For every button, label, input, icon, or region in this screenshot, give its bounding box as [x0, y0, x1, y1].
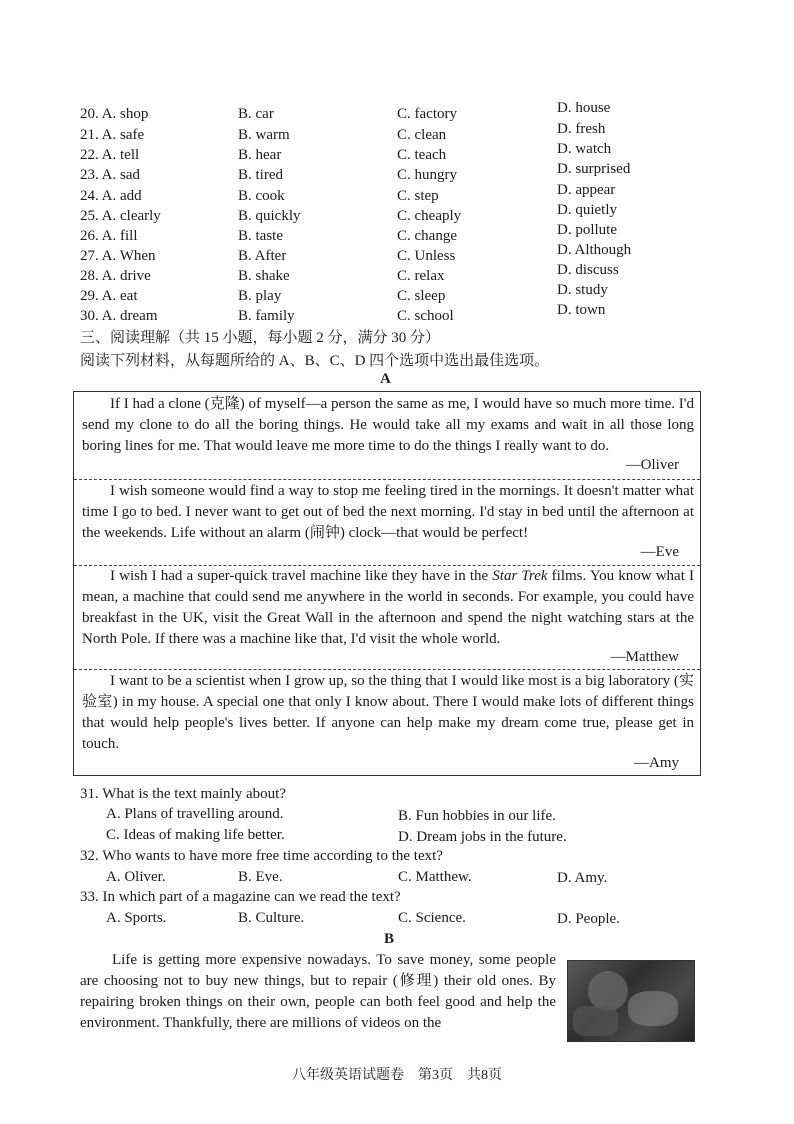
option-b: B. family	[238, 308, 295, 324]
passage-a-label: A	[380, 371, 391, 387]
option-c: C. hungry	[397, 167, 457, 183]
option-c: C. clean	[397, 127, 447, 143]
option-a: 26. A. fill	[80, 228, 138, 244]
option-row	[0, 222, 794, 248]
entry-eve: I wish someone would find a way to stop me feeling tired in the mornings. It doesn't matter what time I go to bed. I never want to get out of bed the next morning. I'd stay in bed until the afternoon at the weekends. Life without an alarm (闹钟) clock—that would be perfect!	[82, 483, 694, 541]
option-row	[0, 161, 794, 187]
option-b: B. hear	[238, 147, 282, 163]
signature-amy: —Amy	[634, 755, 679, 771]
page-footer: 八年级英语试题卷 第3页 共8页	[292, 1068, 502, 1083]
question-33-option: B. Culture.	[238, 910, 305, 926]
option-d: D. quietly	[557, 202, 617, 218]
option-d: D. house	[557, 100, 611, 116]
question-33: 33. In which part of a magazine can we read the text?	[80, 889, 401, 905]
option-b: B. warm	[238, 127, 290, 143]
question-32: 32. Who wants to have more free time according to the text?	[80, 848, 443, 864]
option-d: D. Although	[557, 242, 632, 258]
option-b: B. quickly	[238, 208, 301, 224]
option-c: C. factory	[397, 106, 457, 122]
option-c: C. sleep	[397, 288, 446, 304]
option-c: C. change	[397, 228, 457, 244]
question-32-option: D. Amy.	[557, 870, 608, 886]
option-b: B. After	[238, 248, 287, 264]
option-b: B. play	[238, 288, 282, 304]
entry-amy: I want to be a scientist when I grow up, so the thing that I would like most is a big laboratory (实验室) in my house. A special one that only I know about. There I would make lots of different things that would help people's lives better. If anyone can help make my dream come true, please get in touch.	[82, 673, 694, 752]
signature-eve: —Eve	[640, 544, 679, 560]
photo-shape	[573, 1006, 618, 1036]
option-d: D. fresh	[557, 121, 606, 137]
option-c: C. teach	[397, 147, 447, 163]
question-32-option: C. Matthew.	[398, 869, 472, 885]
option-c: C. cheaply	[397, 208, 462, 224]
option-c: C. step	[397, 188, 439, 204]
option-d: D. study	[557, 282, 608, 298]
divider	[74, 669, 700, 670]
question-31-option: D. Dream jobs in the future.	[398, 829, 567, 845]
option-b: B. cook	[238, 188, 285, 204]
option-a: 29. A. eat	[80, 288, 138, 304]
option-c: C. relax	[397, 268, 445, 284]
photo-shape	[588, 971, 628, 1011]
option-row	[0, 121, 794, 147]
option-b: B. shake	[238, 268, 290, 284]
option-row	[0, 141, 794, 167]
option-d: D. watch	[557, 141, 612, 157]
question-32-option: B. Eve.	[238, 869, 283, 885]
question-31: 31. What is the text mainly about?	[80, 786, 286, 802]
repair-photo	[567, 960, 695, 1042]
option-row	[0, 182, 794, 208]
option-c: C. Unless	[397, 248, 456, 264]
question-32-option: A. Oliver.	[106, 869, 166, 885]
option-a: 28. A. drive	[80, 268, 151, 284]
divider	[74, 479, 700, 480]
passage-b-text: Life is getting more expensive nowadays. To save money, some people are choosing not to buy new things, but to repair (修理) their old ones. By repairing broken things on their own, people can both feel good and help the environment. Thankfully, there are millions of videos on the	[80, 952, 556, 1031]
film-title: Star Trek	[492, 568, 548, 584]
option-c: C. school	[397, 308, 454, 324]
question-31-option: C. Ideas of making life better.	[106, 827, 285, 843]
option-row	[0, 202, 794, 228]
signature-oliver: —Oliver	[625, 457, 679, 473]
entry-matthew-text-after: films. You know what I mean, a machine that could send me anywhere in the world in seconds. For example, you could have breakfast in the UK, visit the Great Wall in the afternoon and spend the night watching stars at the North Pole. If there was a machine like that, I'd visit the whole world.	[82, 568, 694, 647]
option-a: 24. A. add	[80, 188, 142, 204]
question-31-option: A. Plans of travelling around.	[106, 806, 284, 822]
question-33-option: D. People.	[557, 911, 620, 927]
option-row	[0, 242, 794, 268]
option-row	[0, 100, 794, 126]
entry-oliver: If I had a clone (克隆) of myself—a person the same as me, I would have so much more time. I'd send my clone to do all the boring things. He would take all my exams and wait in all those long boring lines for me. That would leave me more time to do the things I really want to do.	[82, 396, 694, 454]
option-a: 23. A. sad	[80, 167, 140, 183]
option-a: 21. A. safe	[80, 127, 145, 143]
signature-matthew: —Matthew	[610, 649, 679, 665]
option-a: 27. A. When	[80, 248, 156, 264]
option-d: D. town	[557, 302, 606, 318]
question-33-option: A. Sports.	[106, 910, 167, 926]
option-a: 22. A. tell	[80, 147, 140, 163]
option-d: D. discuss	[557, 262, 619, 278]
option-row	[0, 262, 794, 288]
section-title: 三、阅读理解（共 15 小题，每小题 2 分，满分 30 分）	[80, 330, 441, 346]
option-d: D. pollute	[557, 222, 617, 238]
section-instruction: 阅读下列材料，从每题所给的 A、B、C、D 四个选项中选出最佳选项。	[80, 353, 550, 369]
option-b: B. taste	[238, 228, 283, 244]
option-b: B. tired	[238, 167, 283, 183]
question-31-option: B. Fun hobbies in our life.	[398, 808, 556, 824]
option-row	[0, 302, 794, 328]
option-a: 30. A. dream	[80, 308, 158, 324]
option-row	[0, 282, 794, 308]
entry-matthew	[82, 566, 694, 650]
option-d: D. appear	[557, 182, 616, 198]
photo-shape	[628, 991, 678, 1026]
option-a: 20. A. shop	[80, 106, 149, 122]
passage-b-label: B	[384, 931, 395, 947]
question-33-option: C. Science.	[398, 910, 466, 926]
option-a: 25. A. clearly	[80, 208, 161, 224]
option-b: B. car	[238, 106, 274, 122]
option-d: D. surprised	[557, 161, 631, 177]
entry-matthew-text-before: I wish I had a super-quick travel machine like they have in the	[110, 568, 493, 584]
